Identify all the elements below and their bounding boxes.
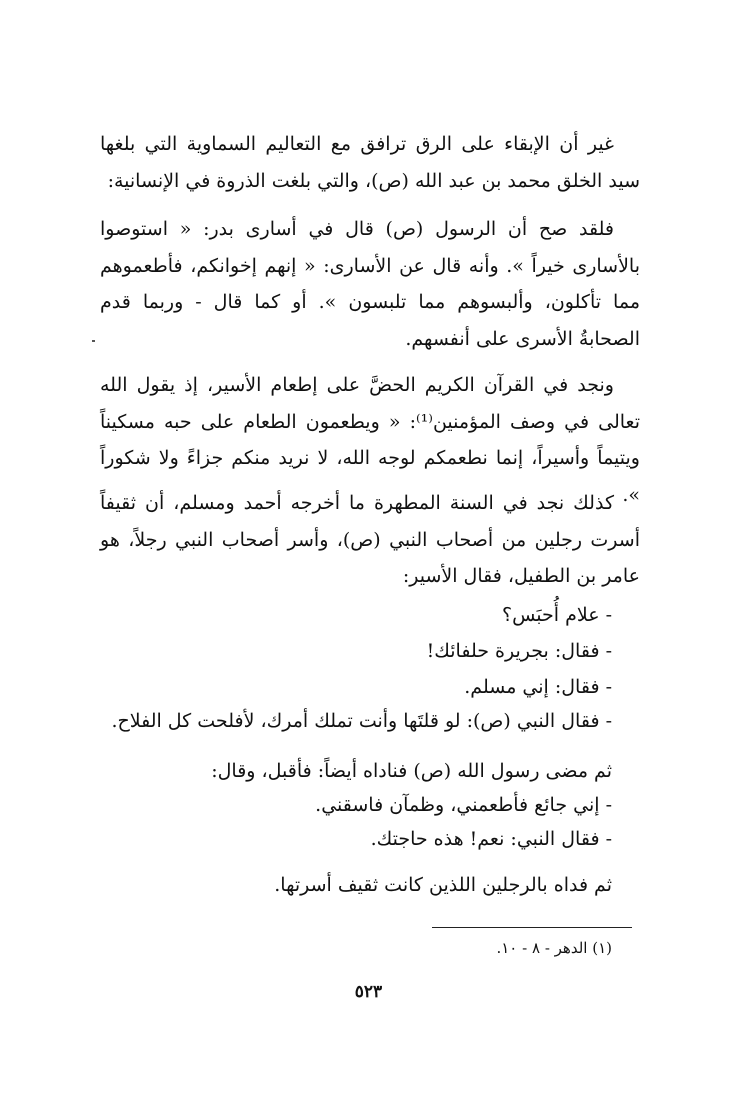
page-number: ٥٢٣ xyxy=(354,982,383,1002)
paragraph-sunnah xyxy=(100,485,640,595)
dialogue-line: - فقال: بجريرة حلفائك! xyxy=(426,640,612,662)
paragraph-4-text: كذلك نجد في السنة المطهرة ما أخرجه أحمد ومسلم، أن ثقيفاً أسرت رجلين من أصحاب النبي (ص)، وأسر أصحاب النبي رجلاً، هو عامر بن الطفيل، فقال الأسير: xyxy=(100,492,640,587)
dialogue-line: - فقال النبي: نعم! هذه حاجتك. xyxy=(370,828,612,850)
paragraph-3-text: ونجد في القرآن الكريم الحضَّ على إطعام الأسير، إذ يقول الله تعالى في وصف المؤمنين⁽¹⁾: « ويطعمون الطعام على حبه مسكيناً ويتيماً وأسيراً، إنما نطعمكم لوجه الله، لا نريد منكم جزاءً ولا شكوراً ». xyxy=(100,374,640,506)
scan-speck xyxy=(92,340,95,342)
paragraph-1-text: غير أن الإبقاء على الرق ترافق مع التعاليم السماوية التي بلغها سيد الخلق محمد بن عبد الله (ص)، والتي بلغت الذروة في الإنسانية: xyxy=(100,133,640,192)
dialogue-line: - إني جائع فأطعمني، وظمآن فاسقني. xyxy=(315,794,612,816)
paragraph-badr xyxy=(100,211,640,357)
paragraph-intro xyxy=(100,126,640,199)
dialogue-line: - فقال: إني مسلم. xyxy=(464,676,612,698)
paragraph-2-text: فلقد صح أن الرسول (ص) قال في أسارى بدر: « استوصوا بالأسارى خيراً ». وأنه قال عن الأسارى: « إنهم إخوانكم، فأطعموهم مما تأكلون، وألبسوهم مما تلبسون ». أو كما قال - وربما قدم الصحابةُ الأسرى على أنفسهم. xyxy=(100,218,640,350)
paragraph-5-text: ثم مضى رسول الله (ص) فناداه أيضاً: فأقبل، وقال: xyxy=(211,760,612,782)
dialogue-line: - فقال النبي (ص): لو قلتَها وأنت تملك أمرك، لأفلحت كل الفلاح. xyxy=(111,710,612,732)
dialogue-line: - علام أُحبَس؟ xyxy=(501,604,612,626)
footnote-divider xyxy=(432,927,632,928)
footnote: (١) الدهر - ٨ - ١٠. xyxy=(496,939,612,957)
paragraph-6-text: ثم فداه بالرجلين اللذين كانت ثقيف أسرتها. xyxy=(274,874,612,896)
